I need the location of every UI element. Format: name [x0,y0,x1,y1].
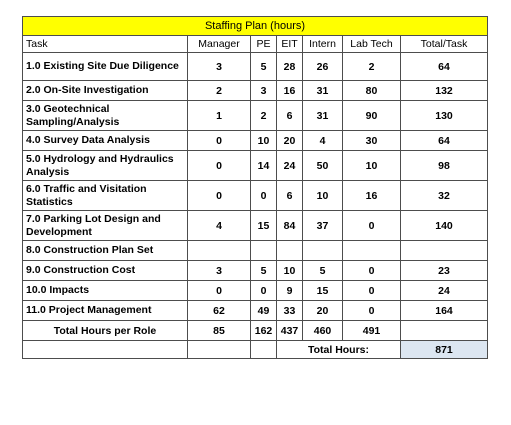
total-lab-tech: 491 [343,321,401,341]
hours-eit [277,241,303,261]
hours-lab-tech: 0 [343,301,401,321]
staffing-plan-table [22,16,488,359]
grand-spacer-manager [188,341,251,359]
total-pe: 162 [251,321,277,341]
totals-row [23,321,488,341]
hours-pe: 3 [251,81,277,101]
hours-lab-tech: 0 [343,211,401,241]
hours-intern: 5 [303,261,343,281]
hours-total-task: 140 [401,211,488,241]
table-row [23,261,488,281]
task-name: 9.0 Construction Cost [23,261,188,281]
hours-pe: 49 [251,301,277,321]
grand-total-row [23,341,488,359]
hours-intern [303,241,343,261]
hours-manager: 3 [188,53,251,81]
grand-spacer-task [23,341,188,359]
hours-eit: 6 [277,101,303,131]
hours-manager: 4 [188,211,251,241]
staffing-plan-document [22,16,488,359]
table-row [23,211,488,241]
hours-total-task: 23 [401,261,488,281]
task-name: 1.0 Existing Site Due Diligence [23,53,188,81]
hours-total-task: 32 [401,181,488,211]
column-header-lab-tech: Lab Tech [343,36,401,53]
hours-total-task [401,241,488,261]
hours-manager [188,241,251,261]
hours-intern: 4 [303,131,343,151]
hours-total-task: 24 [401,281,488,301]
column-header-eit: EIT [277,36,303,53]
hours-lab-tech: 0 [343,281,401,301]
total-total-task [401,321,488,341]
hours-pe: 0 [251,181,277,211]
hours-intern: 50 [303,151,343,181]
task-name: 5.0 Hydrology and Hydraulics Analysis [23,151,188,181]
task-name: 11.0 Project Management [23,301,188,321]
hours-pe: 5 [251,261,277,281]
table-row [23,281,488,301]
task-name: 2.0 On-Site Investigation [23,81,188,101]
task-rows [23,53,488,321]
hours-intern: 31 [303,101,343,131]
hours-lab-tech: 0 [343,261,401,281]
title-row [23,17,488,36]
hours-total-task: 64 [401,131,488,151]
hours-lab-tech: 16 [343,181,401,211]
total-intern: 460 [303,321,343,341]
hours-manager: 62 [188,301,251,321]
hours-pe: 0 [251,281,277,301]
hours-eit: 28 [277,53,303,81]
total-eit: 437 [277,321,303,341]
hours-pe: 10 [251,131,277,151]
hours-total-task: 130 [401,101,488,131]
header-row [23,36,488,53]
table-row [23,53,488,81]
column-header-pe: PE [251,36,277,53]
hours-eit: 84 [277,211,303,241]
hours-pe: 5 [251,53,277,81]
table-row [23,301,488,321]
hours-eit: 10 [277,261,303,281]
hours-eit: 16 [277,81,303,101]
task-name: 3.0 Geotechnical Sampling/Analysis [23,101,188,131]
hours-manager: 2 [188,81,251,101]
hours-manager: 3 [188,261,251,281]
hours-intern: 10 [303,181,343,211]
column-header-manager: Manager [188,36,251,53]
task-name: 8.0 Construction Plan Set [23,241,188,261]
hours-total-task: 64 [401,53,488,81]
table-row [23,101,488,131]
task-name: 4.0 Survey Data Analysis [23,131,188,151]
grand-total-value: 871 [401,341,488,359]
hours-manager: 1 [188,101,251,131]
table-row [23,181,488,211]
hours-lab-tech [343,241,401,261]
table-row [23,151,488,181]
hours-pe: 15 [251,211,277,241]
hours-pe: 14 [251,151,277,181]
hours-manager: 0 [188,181,251,211]
hours-intern: 20 [303,301,343,321]
task-name: 10.0 Impacts [23,281,188,301]
table-title: Staffing Plan (hours) [23,17,488,36]
hours-pe [251,241,277,261]
hours-eit: 33 [277,301,303,321]
hours-manager: 0 [188,281,251,301]
hours-total-task: 98 [401,151,488,181]
column-header-total-task: Total/Task [401,36,488,53]
hours-lab-tech: 30 [343,131,401,151]
task-name: 6.0 Traffic and Visitation Statistics [23,181,188,211]
hours-lab-tech: 90 [343,101,401,131]
task-name: 7.0 Parking Lot Design and Development [23,211,188,241]
table-row [23,81,488,101]
hours-lab-tech: 10 [343,151,401,181]
column-header-task: Task [23,36,188,53]
totals-label: Total Hours per Role [23,321,188,341]
hours-eit: 9 [277,281,303,301]
hours-total-task: 164 [401,301,488,321]
table-row [23,131,488,151]
table-row [23,241,488,261]
hours-total-task: 132 [401,81,488,101]
hours-eit: 24 [277,151,303,181]
hours-eit: 20 [277,131,303,151]
hours-eit: 6 [277,181,303,211]
column-header-intern: Intern [303,36,343,53]
hours-manager: 0 [188,131,251,151]
total-manager: 85 [188,321,251,341]
hours-lab-tech: 2 [343,53,401,81]
hours-pe: 2 [251,101,277,131]
grand-total-label: Total Hours: [277,341,401,359]
hours-intern: 37 [303,211,343,241]
hours-intern: 31 [303,81,343,101]
grand-spacer-pe [251,341,277,359]
hours-lab-tech: 80 [343,81,401,101]
hours-intern: 26 [303,53,343,81]
hours-manager: 0 [188,151,251,181]
hours-intern: 15 [303,281,343,301]
